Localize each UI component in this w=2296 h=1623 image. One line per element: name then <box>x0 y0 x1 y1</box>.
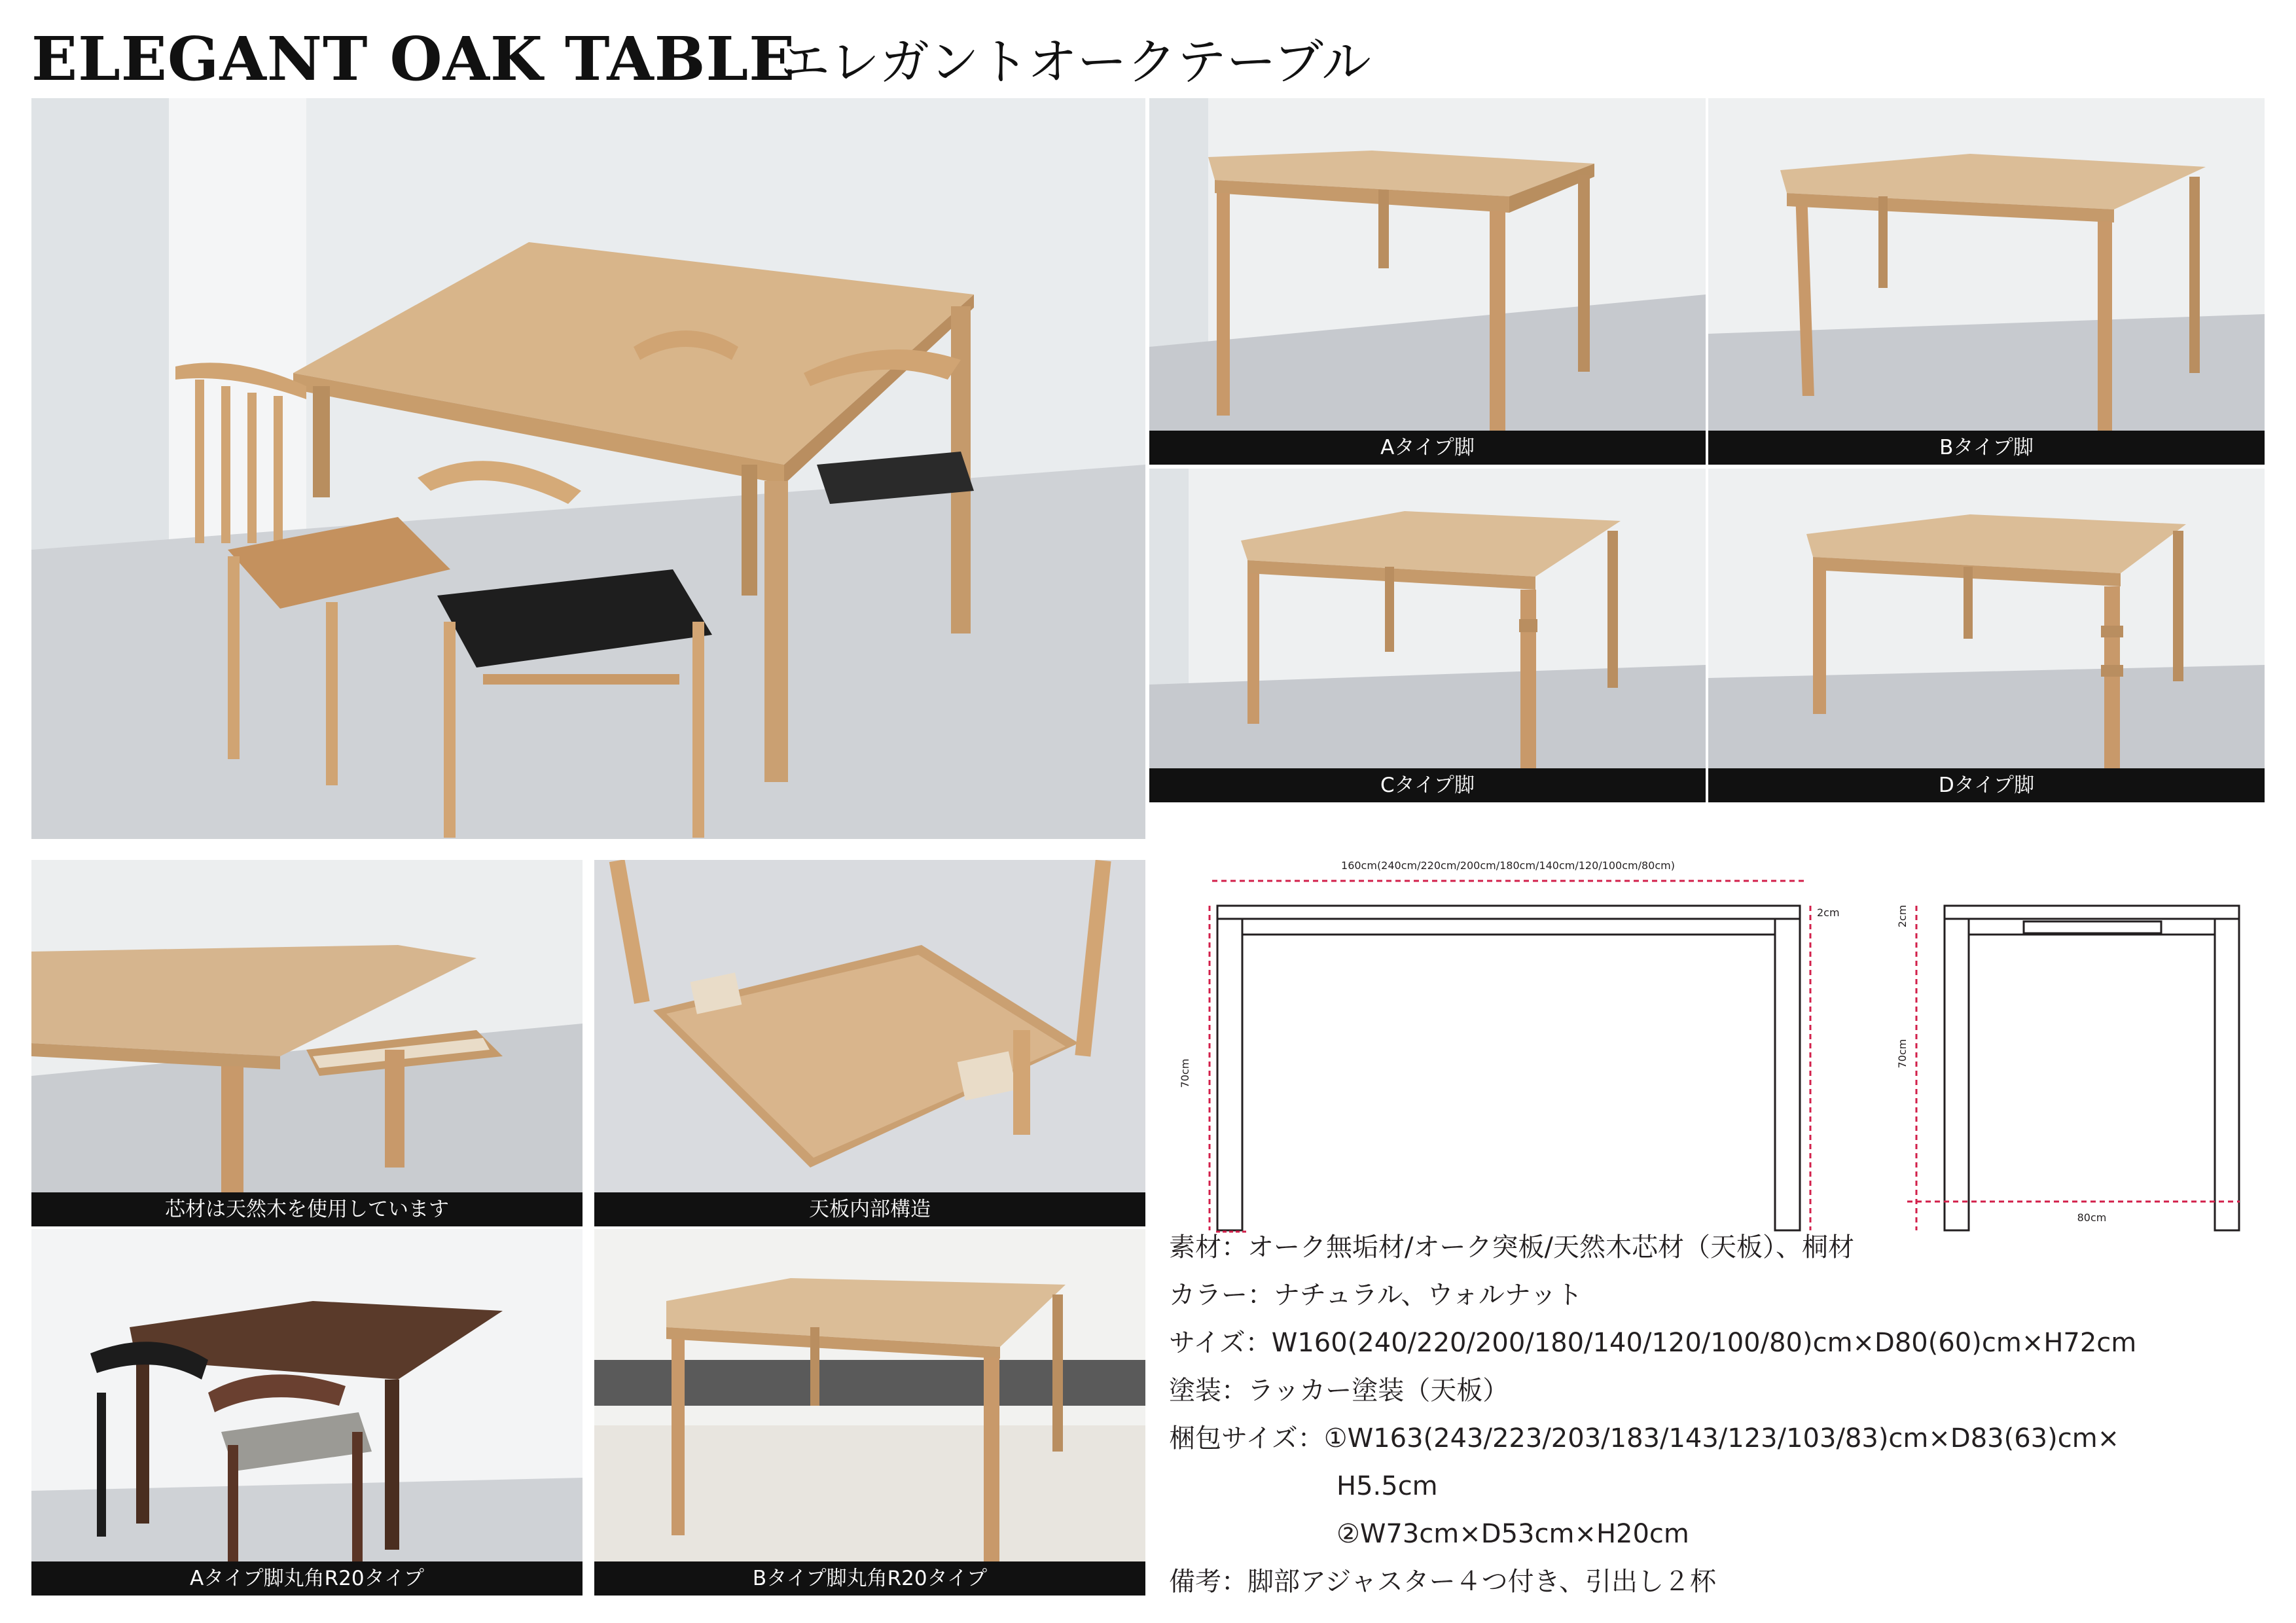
side-top-thickness-label: 2cm <box>1896 904 1909 928</box>
top-thickness-label: 2cm <box>1817 906 1840 919</box>
core-caption: 芯材は天然木を使用しています <box>31 1192 583 1226</box>
leg-c-caption: Cタイプ脚 <box>1149 768 1706 802</box>
spec-finish: 塗装：ラッカー塗装（天板） <box>1169 1376 1509 1406</box>
spec-package-1: 梱包サイズ：①W163(243/223/203/183/143/123/103/83)cm×D83(63)cm× <box>1169 1423 2120 1454</box>
spec-size: サイズ：W160(240/220/200/180/140/120/100/80)cm×D80(60)cm×H72cm <box>1169 1328 2137 1358</box>
title-english: ELEGANT OAK TABLE <box>31 24 796 94</box>
depth-dimension-label: 80cm <box>2077 1211 2107 1224</box>
leg-c-photo <box>1149 469 1706 802</box>
leg-d-caption: Dタイプ脚 <box>1708 768 2265 802</box>
spec-notes: 備考：脚部アジャスター４つ付き、引出し２杯 <box>1169 1567 1716 1597</box>
leg-b-photo <box>1708 98 2265 465</box>
title-japanese: エレガントオークテーブル <box>780 33 1371 91</box>
side-height-label: 70cm <box>1896 1039 1909 1069</box>
dimension-drawing <box>1169 851 2282 1237</box>
a-r20-photo <box>31 1229 583 1596</box>
leg-a-photo <box>1149 98 1706 465</box>
spec-color: カラー：ナチュラル、ウォルナット <box>1169 1280 1583 1310</box>
core-photo <box>31 860 583 1226</box>
height-dimension-label: 70cm <box>1179 1058 1191 1088</box>
b-r20-photo <box>594 1229 1145 1596</box>
spec-package-1-cont: H5.5cm <box>1336 1471 1438 1501</box>
b-r20-caption: Bタイプ脚丸角R20タイプ <box>594 1561 1145 1596</box>
leg-a-caption: Aタイプ脚 <box>1149 431 1706 465</box>
inner-structure-photo <box>594 860 1145 1226</box>
inner-structure-caption: 天板内部構造 <box>594 1192 1145 1226</box>
a-r20-caption: Aタイプ脚丸角R20タイプ <box>31 1561 583 1596</box>
width-dimension-label: 160cm(240cm/220cm/200cm/180cm/140cm/120/100cm/80cm) <box>1341 859 1675 872</box>
spec-package-2: ②W73cm×D53cm×H20cm <box>1336 1519 1689 1549</box>
spec-list <box>1169 1224 2282 1606</box>
main-photo <box>31 98 1145 839</box>
leg-b-caption: Bタイプ脚 <box>1708 431 2265 465</box>
spec-material: 素材：オーク無垢材/オーク突板/天然木芯材（天板）、桐材 <box>1169 1232 1854 1262</box>
leg-d-photo <box>1708 469 2265 802</box>
